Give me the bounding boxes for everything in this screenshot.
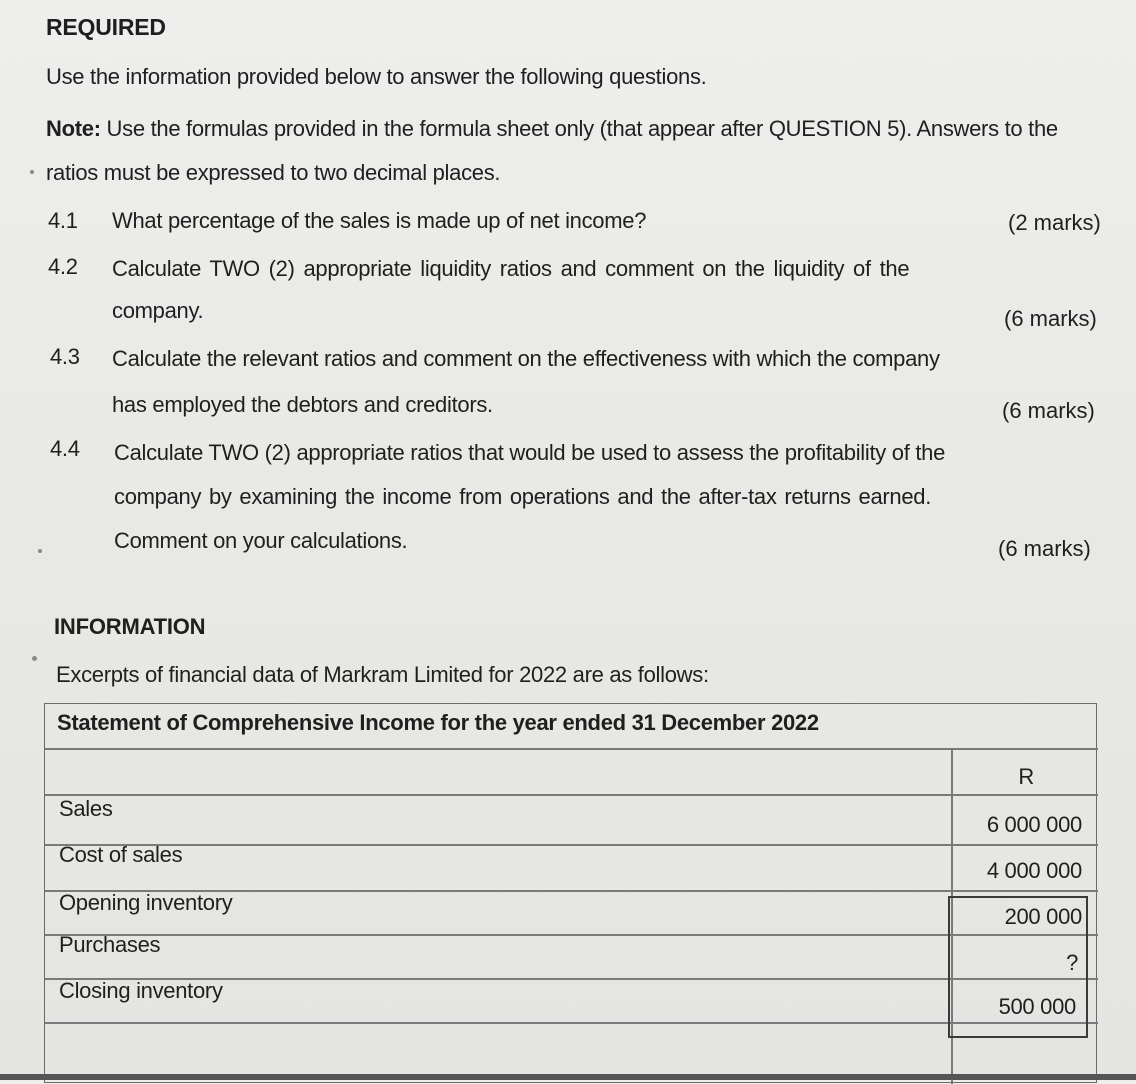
row-value-cost-of-sales: 4 000 000 [986,858,1082,883]
question-4-2-line-1: Calculate TWO (2) appropriate liquidity ratios and comment on the liquidity of the [112,256,910,281]
table-divider [45,934,1098,936]
stray-mark [38,549,42,553]
question-4-1-line-1: What percentage of the sales is made up of net income? [112,208,647,233]
question-4-1-marks: (2 marks) [1008,210,1101,235]
intro-text: Use the information provided below to answer the following questions. [46,64,707,89]
question-4-3-line-1: Calculate the relevant ratios and comment on the effectiveness with which the company [112,346,940,371]
table-divider [45,748,1098,750]
row-value-purchases: ? [1066,950,1078,975]
information-heading: INFORMATION [54,614,206,639]
question-4-3-line-2: has employed the debtors and creditors. [112,392,493,417]
row-label-cost-of-sales: Cost of sales [59,842,183,867]
row-label-sales: Sales [59,796,113,821]
question-number-4-1: 4.1 [48,208,78,233]
income-statement-table [44,703,1097,1083]
question-4-2-marks: (6 marks) [1004,306,1097,331]
note-line-2: ratios must be expressed to two decimal places. [46,160,501,185]
question-4-4-line-1: Calculate TWO (2) appropriate ratios that would be used to assess the profitability of the [114,440,946,465]
currency-header: R [1018,764,1034,789]
excerpt-text: Excerpts of financial data of Markram Limited for 2022 are as follows: [56,662,709,687]
note-line-1 [46,116,1058,142]
note-label: Note: [46,116,101,141]
note-text-1: Use the formulas provided in the formula sheet only (that appear after QUESTION 5). Answers to the [106,116,1058,141]
table-title: Statement of Comprehensive Income for the year ended 31 December 2022 [57,710,819,735]
row-value-opening-inventory: 200 000 [1004,904,1082,929]
row-value-sales: 6 000 000 [986,812,1082,837]
question-number-4-2: 4.2 [48,254,78,279]
row-value-closing-inventory: 500 000 [998,994,1076,1019]
required-heading: REQUIRED [46,14,166,40]
question-number-4-4: 4.4 [50,436,80,461]
question-4-2-line-2: company. [112,298,204,323]
question-number-4-3: 4.3 [50,344,80,369]
table-divider [45,1022,1098,1024]
table-divider [45,794,1098,796]
row-label-purchases: Purchases [59,932,161,957]
row-label-closing-inventory: Closing inventory [59,978,223,1003]
question-4-4-line-2: company by examining the income from operations and the after-tax returns earned. [114,484,932,509]
stray-mark [30,170,34,174]
question-4-4-line-3: Comment on your calculations. [114,528,408,553]
row-label-opening-inventory: Opening inventory [59,890,233,915]
screen-bezel [0,1074,1136,1080]
table-divider [45,844,1098,846]
question-4-3-marks: (6 marks) [1002,398,1095,423]
stray-mark [32,656,37,661]
question-4-4-marks: (6 marks) [998,536,1091,561]
